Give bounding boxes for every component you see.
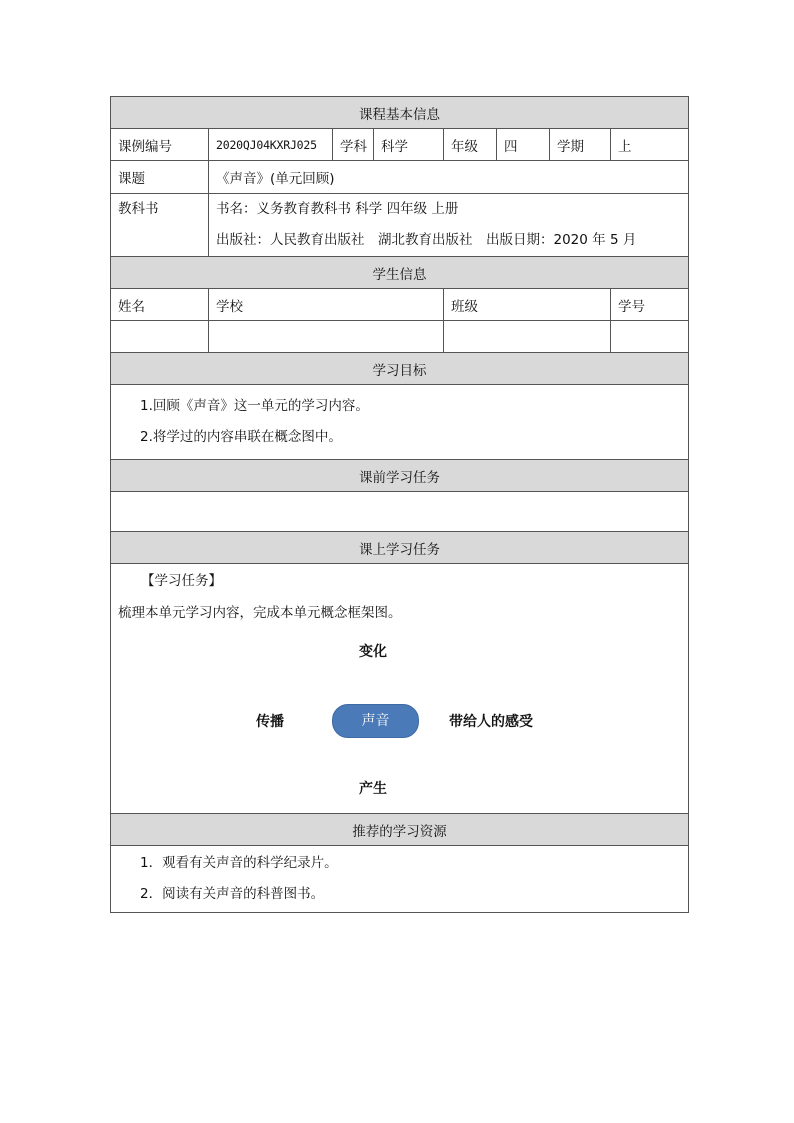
concept-node-bottom: 产生: [359, 781, 387, 797]
name-label: 姓名: [111, 289, 209, 321]
resource-item: 2．阅读有关声音的科普图书。: [140, 886, 325, 902]
subject-label: 学科: [333, 129, 374, 161]
concept-node-left: 传播: [256, 714, 284, 730]
concept-node-right: 带给人的感受: [449, 714, 533, 730]
student-id-field[interactable]: [611, 321, 689, 353]
class-field[interactable]: [444, 321, 611, 353]
term-value: 上: [611, 129, 689, 161]
topic-value: 《声音》(单元回顾): [209, 161, 689, 194]
name-field[interactable]: [111, 321, 209, 353]
resource-item: 1．观看有关声音的科学纪录片。: [140, 855, 338, 871]
subject-value: 科学: [374, 129, 444, 161]
textbook-label: 教科书: [118, 201, 159, 217]
concept-node-top: 变化: [359, 644, 387, 660]
in-class-content: [111, 564, 689, 814]
class-label: 班级: [444, 289, 611, 321]
task-label: 【学习任务】: [141, 573, 222, 589]
pre-class-header: 课前学习任务: [111, 460, 689, 492]
objectives-cell: [111, 385, 689, 460]
case-no-label: 课例编号: [111, 129, 209, 161]
worksheet-table: [110, 96, 689, 913]
objective-item: 1.回顾《声音》这一单元的学习内容。: [140, 398, 369, 414]
resources-header: 推荐的学习资源: [111, 814, 689, 846]
term-label: 学期: [550, 129, 611, 161]
grade-value: 四: [497, 129, 550, 161]
resources-cell: [111, 846, 689, 913]
case-no-value: 2020QJ04KXRJ025: [209, 129, 333, 161]
textbook-name: 书名：义务教育教科书 科学 四年级 上册: [216, 201, 459, 217]
objectives-header: 学习目标: [111, 353, 689, 385]
student-info-header: 学生信息: [111, 257, 689, 289]
textbook-value-cell: [209, 194, 689, 257]
course-info-header: 课程基本信息: [111, 97, 689, 129]
task-description: 梳理本单元学习内容，完成本单元概念框架图。: [118, 605, 402, 621]
textbook-publisher: 出版社：人民教育出版社 湖北教育出版社 出版日期：2020 年 5 月: [216, 232, 637, 248]
grade-label: 年级: [444, 129, 497, 161]
pre-class-content: [111, 492, 689, 532]
textbook-label-cell: [111, 194, 209, 257]
school-field[interactable]: [209, 321, 444, 353]
worksheet: [110, 96, 688, 913]
in-class-header: 课上学习任务: [111, 532, 689, 564]
topic-label: 课题: [111, 161, 209, 194]
school-label: 学校: [209, 289, 444, 321]
student-id-label: 学号: [611, 289, 689, 321]
objective-item: 2.将学过的内容串联在概念图中。: [140, 429, 342, 445]
concept-node-center: 声音: [332, 704, 419, 738]
